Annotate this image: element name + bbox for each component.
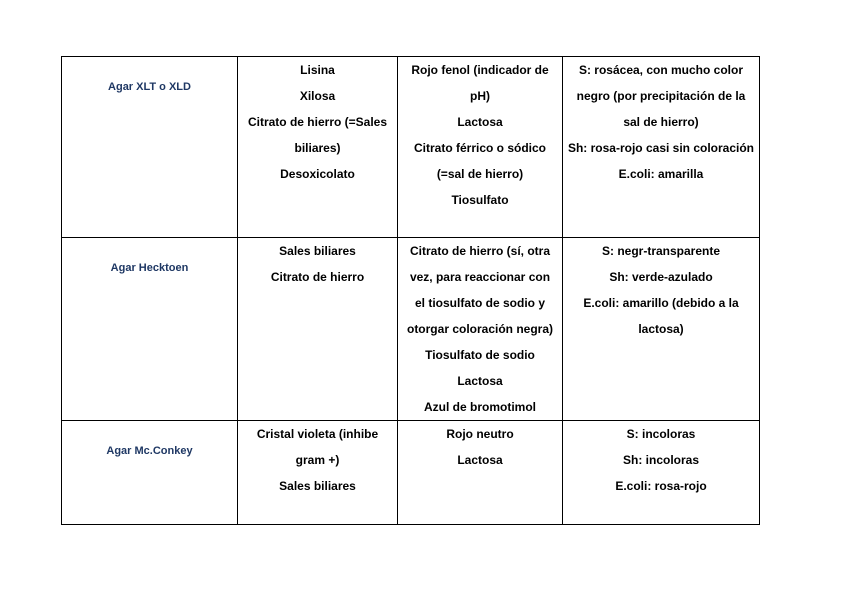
text-line: Citrato de hierro (sí, otra xyxy=(409,244,551,258)
text-line: Cristal violeta (inhibe xyxy=(256,427,379,441)
text-line: Sh: incoloras xyxy=(622,453,699,467)
text-line: S: incoloras xyxy=(626,427,696,441)
medium-name: Agar XLT o XLD xyxy=(108,81,191,93)
text-line: Tiosulfato de sodio xyxy=(425,348,535,362)
medium-name-cell xyxy=(62,238,238,421)
text-line: Rojo fenol (indicador de xyxy=(411,63,549,77)
medium-name-cell xyxy=(62,421,238,525)
text-line: gram +) xyxy=(295,453,340,467)
text-line: otorgar coloración negra) xyxy=(406,322,554,336)
text-line: S: negr-transparente xyxy=(601,244,721,258)
text-line: Lisina xyxy=(300,63,335,77)
text-line: sal de hierro) xyxy=(623,115,699,129)
inhibitors-cell xyxy=(238,238,398,421)
text-line: Xilosa xyxy=(299,89,336,103)
text-line: Citrato de hierro (=Sales xyxy=(247,115,388,129)
colonies-cell xyxy=(563,57,760,238)
text-line: Tiosulfato xyxy=(451,193,509,207)
inhibitors-cell xyxy=(238,421,398,525)
text-line: Azul de bromotimol xyxy=(424,400,536,414)
text-line: Citrato de hierro xyxy=(270,270,365,284)
indicators-cell xyxy=(398,238,563,421)
table-row xyxy=(62,421,760,525)
text-line: Sh: rosa-rojo casi sin coloración xyxy=(567,141,755,155)
medium-name-cell xyxy=(62,57,238,238)
text-line: Rojo neutro xyxy=(446,427,514,441)
text-line: el tiosulfato de sodio y xyxy=(414,296,545,310)
text-line: negro (por precipitación de la xyxy=(576,89,746,103)
text-line: E.coli: rosa-rojo xyxy=(615,479,707,493)
text-line: E.coli: amarillo (debido a la xyxy=(583,296,739,310)
medium-name: Agar Hecktoen xyxy=(110,262,189,274)
text-line: E.coli: amarilla xyxy=(618,167,704,181)
medium-name: Agar Mc.Conkey xyxy=(106,445,193,457)
colonies-cell xyxy=(563,238,760,421)
table-row xyxy=(62,57,760,238)
text-line: S: rosácea, con mucho color xyxy=(578,63,744,77)
text-line: lactosa) xyxy=(638,322,684,336)
text-line: Sales biliares xyxy=(279,244,356,258)
text-line: (=sal de hierro) xyxy=(436,167,524,181)
text-line: Sales biliares xyxy=(279,479,356,493)
culture-media-table xyxy=(61,56,760,525)
text-line: pH) xyxy=(470,89,490,103)
text-line: Desoxicolato xyxy=(280,167,355,181)
text-line: Citrato férrico o sódico xyxy=(413,141,547,155)
colonies-cell xyxy=(563,421,760,525)
indicators-cell xyxy=(398,421,563,525)
text-line: Lactosa xyxy=(457,115,503,129)
text-line: Lactosa xyxy=(457,374,503,388)
text-line: vez, para reaccionar con xyxy=(409,270,551,284)
indicators-cell xyxy=(398,57,563,238)
inhibitors-cell xyxy=(238,57,398,238)
text-line: Sh: verde-azulado xyxy=(609,270,713,284)
text-line: Lactosa xyxy=(457,453,503,467)
text-line: biliares) xyxy=(294,141,341,155)
table-row xyxy=(62,238,760,421)
